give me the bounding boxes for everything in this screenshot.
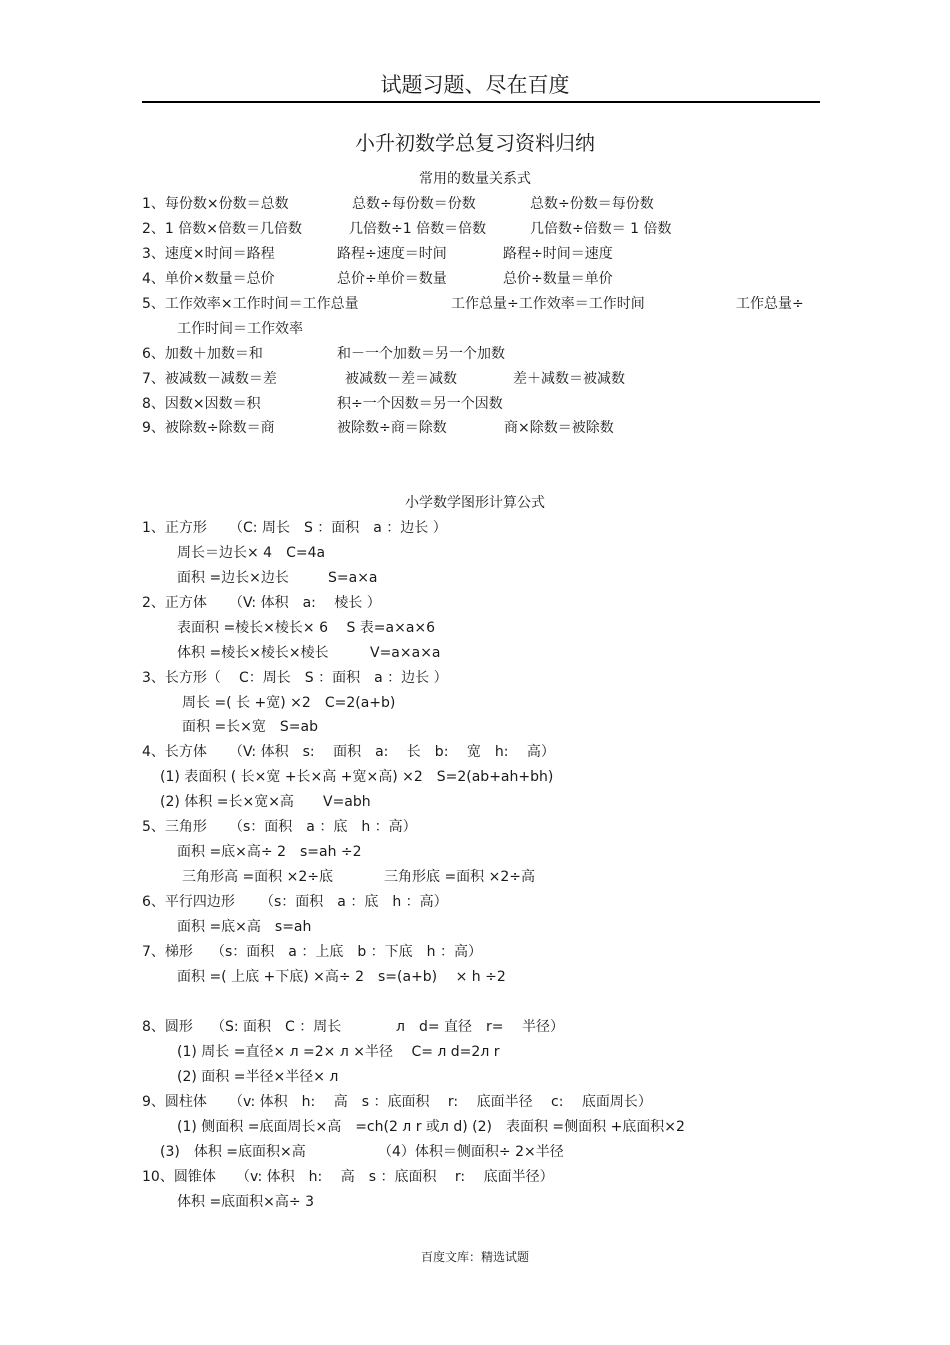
- s1-line3-c: 路程÷时间＝速度: [503, 246, 613, 262]
- s1-line6-a: 6、加数＋加数＝和: [142, 346, 263, 362]
- s2-trapezoid-area: 面积 =( 上底 +下底) ×高÷ 2 s=(a+b) × h ÷2: [177, 969, 506, 985]
- footer-text: 百度文库：精选试题: [420, 1250, 529, 1264]
- s1-line5-b: 工作总量÷工作效率＝工作时间: [451, 296, 645, 312]
- section-title-geometry-formulas: 小学数学图形计算公式: [405, 495, 545, 511]
- s1-line9-b: 被除数÷商＝除数: [337, 420, 447, 436]
- s2-square-area-a: 面积 =边长×边长: [177, 570, 289, 586]
- s2-rectangle-legend: C：周长 S ：面积 a ：边长 ）: [239, 670, 448, 686]
- document-title: 小升初数学总复习资料归纳: [355, 131, 595, 155]
- s2-triangle-height: 三角形高 =面积 ×2÷底: [182, 869, 333, 885]
- s2-cube-volume-a: 体积 =棱长×棱长×棱长: [177, 645, 329, 661]
- s1-line4-a: 4、单价×数量＝总价: [142, 271, 275, 287]
- s2-cylinder-title: 9、圆柱体: [142, 1094, 207, 1110]
- s1-line2-b: 几倍数÷1 倍数＝倍数: [349, 221, 487, 237]
- s2-cuboid-volume-a: (2) 体积 =长×宽×高: [160, 794, 294, 810]
- s2-cube-surface: 表面积 =棱长×棱长× 6 S 表=a×a×6: [177, 620, 436, 636]
- s1-line5-cont: 工作时间＝工作效率: [177, 321, 303, 337]
- s2-cuboid-title: 4、长方体: [142, 744, 207, 760]
- s2-square-title: 1、正方形: [142, 520, 207, 536]
- s1-line4-c: 总价÷数量＝单价: [503, 271, 613, 287]
- s2-cone-legend: （v: 体积 h: 高 s ：底面积 r: 底面半径）: [236, 1169, 554, 1185]
- s2-rectangle-title: 3、长方形（: [142, 670, 221, 686]
- s1-line8-b: 积÷一个因数＝另一个因数: [337, 396, 503, 412]
- s2-cylinder-legend: （v: 体积 h: 高 s ：底面积 r: 底面半径 c: 底面周长）: [229, 1094, 652, 1110]
- s2-square-perimeter: 周长＝边长× 4 C=4a: [177, 545, 326, 561]
- s1-line7-a: 7、被减数－减数＝差: [142, 371, 277, 387]
- s1-line1-b: 总数÷每份数＝份数: [352, 196, 476, 212]
- s2-cone-volume: 体积 =底面积×高÷ 3: [177, 1194, 314, 1210]
- s1-line8-a: 8、因数×因数＝积: [142, 396, 261, 412]
- s2-cube-legend: （V: 体积 a: 棱长 ）: [229, 595, 381, 611]
- s2-cuboid-legend: （V: 体积 s: 面积 a: 长 b: 宽 h: 高）: [229, 744, 555, 760]
- s2-rectangle-perimeter: 周长 =( 长 +宽) ×2 C=2(a+b): [182, 695, 396, 711]
- s2-triangle-base: 三角形底 =面积 ×2÷高: [384, 869, 535, 885]
- section-title-quantity-relations: 常用的数量关系式: [419, 171, 531, 187]
- s2-square-area-b: S=a×a: [328, 570, 378, 586]
- header-rule: [142, 101, 820, 103]
- s2-rectangle-area: 面积 =长×宽 S=ab: [182, 719, 318, 735]
- s2-circle-perimeter: (1) 周长 =直径× л =2× л ×半径 C= л d=2л r: [177, 1044, 500, 1060]
- s2-cube-volume-b: V=a×a×a: [370, 645, 441, 661]
- s2-circle-area: (2) 面积 =半径×半径× л: [177, 1069, 339, 1085]
- s1-line1-a: 1、每份数×份数＝总数: [142, 196, 289, 212]
- s1-line9-c: 商×除数＝被除数: [504, 420, 614, 436]
- s2-cylinder-volume-b: （4）体积＝侧面积÷ 2×半径: [378, 1144, 564, 1160]
- s2-circle-legend-b: л d= 直径 r= 半径）: [396, 1019, 564, 1035]
- s2-parallelogram-legend: （s：面积 a ：底 h ：高）: [260, 894, 448, 910]
- s2-cone-title: 10、圆锥体: [142, 1169, 216, 1185]
- s1-line4-b: 总价÷单价＝数量: [337, 271, 447, 287]
- s1-line6-b: 和－一个加数＝另一个加数: [337, 346, 505, 362]
- s2-triangle-title: 5、三角形: [142, 819, 207, 835]
- header-title: 试题习题、尽在百度: [380, 73, 570, 97]
- s1-line3-b: 路程÷速度＝时间: [337, 246, 447, 262]
- s1-line9-a: 9、被除数÷除数＝商: [142, 420, 275, 436]
- s2-parallelogram-area: 面积 =底×高 s=ah: [177, 919, 312, 935]
- s1-line2-c: 几倍数÷倍数＝ 1 倍数: [530, 221, 672, 237]
- s2-triangle-legend: （s：面积 a ：底 h ：高）: [229, 819, 417, 835]
- s2-triangle-area: 面积 =底×高÷ 2 s=ah ÷2: [177, 844, 362, 860]
- s2-cylinder-lateral: (1) 侧面积 =底面周长×高 =ch(2 л r 或л d) (2) 表面积 =侧面积 +底面积×2: [177, 1119, 685, 1135]
- s2-circle-title: 8、圆形: [142, 1019, 193, 1035]
- s2-cube-title: 2、正方体: [142, 595, 207, 611]
- s1-line5-c: 工作总量÷: [736, 296, 804, 312]
- s1-line2-a: 2、1 倍数×倍数＝几倍数: [142, 221, 302, 237]
- s1-line1-c: 总数÷份数＝每份数: [530, 196, 654, 212]
- s2-cuboid-surface: (1) 表面积 ( 长×宽 +长×高 +宽×高) ×2 S=2(ab+ah+bh): [160, 769, 554, 785]
- s2-circle-legend-a: （S: 面积 C ：周长: [211, 1019, 342, 1035]
- s2-square-legend: （C: 周长 S ：面积 a ：边长 ）: [229, 520, 447, 536]
- s2-cuboid-volume-b: V=abh: [323, 794, 371, 810]
- s1-line7-b: 被减数－差＝减数: [345, 371, 457, 387]
- s2-cylinder-volume-a: (3) 体积 =底面积×高: [160, 1144, 306, 1160]
- s1-line5-a: 5、工作效率×工作时间＝工作总量: [142, 296, 359, 312]
- s2-trapezoid-legend: （s：面积 a ：上底 b ：下底 h ：高）: [211, 944, 482, 960]
- s2-parallelogram-title: 6、平行四边形: [142, 894, 235, 910]
- s2-trapezoid-title: 7、梯形: [142, 944, 193, 960]
- s1-line3-a: 3、速度×时间＝路程: [142, 246, 275, 262]
- s1-line7-c: 差＋减数＝被减数: [513, 371, 625, 387]
